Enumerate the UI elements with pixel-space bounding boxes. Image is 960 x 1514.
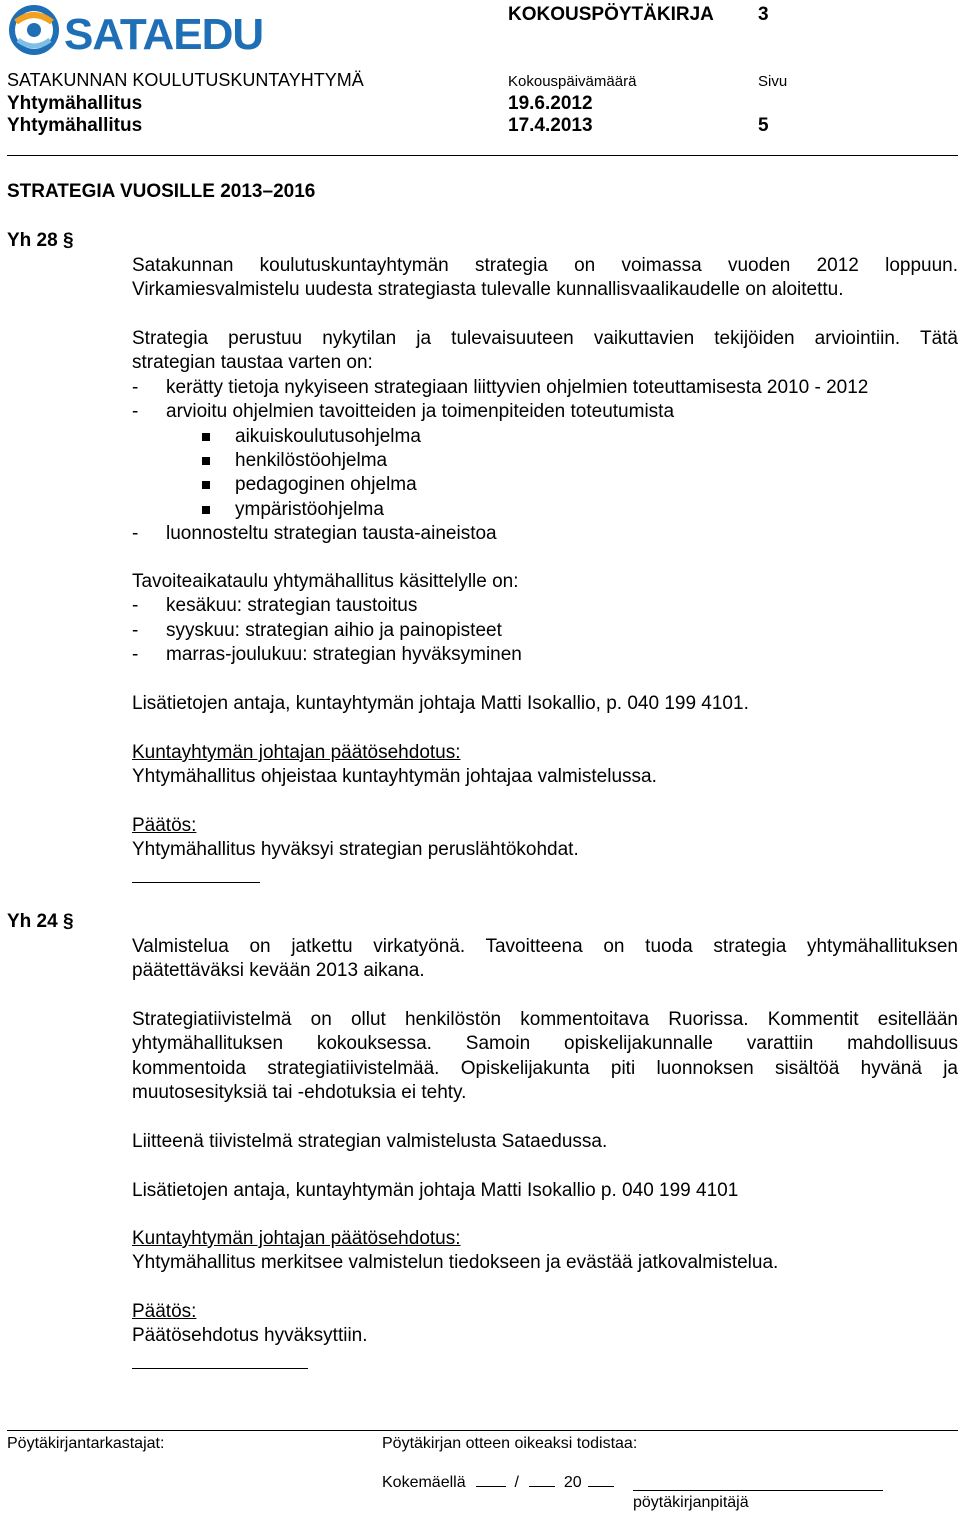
col-date-label: Kokouspäivämäärä — [508, 73, 637, 90]
certified-label: Pöytäkirjan otteen oikeaksi todistaa: — [382, 1435, 638, 1452]
decision-label: Päätös: — [132, 815, 197, 836]
section-end-rule — [132, 1368, 308, 1369]
sub-list-item: henkilöstöohjelma — [132, 449, 958, 473]
section-p2 — [132, 1008, 958, 1106]
col-page-label: Sivu — [758, 73, 788, 90]
list-item: - arvioitu ohjelmien tavoitteiden ja toimenpiteiden toteutumista — [132, 401, 675, 423]
text-line: Strategiatiivistelmä on ollut henkilöstön kommentoitava Ruorissa. Kommentit esitellään — [132, 1009, 958, 1030]
signature-line — [633, 1490, 883, 1491]
decision-text: Päätösehdotus hyväksyttiin. — [132, 1325, 368, 1347]
logo — [6, 2, 264, 62]
section-intro — [132, 254, 958, 303]
section-body — [132, 327, 958, 547]
schedule-block — [132, 570, 958, 668]
sub-list-item: ympäristöohjelma — [132, 498, 958, 522]
header-row-body: Yhtymähallitus — [7, 115, 143, 136]
proposal-text: Yhtymähallitus ohjeistaa kuntayhtymän johtajaa valmistelussa. — [132, 766, 657, 788]
doc-type: KOKOUSPÖYTÄKIRJA — [508, 4, 714, 25]
proposal-text: Yhtymähallitus merkitsee valmistelun tiedokseen ja evästää jatkovalmistelua. — [132, 1252, 779, 1274]
checkers-label: Pöytäkirjantarkastajat: — [7, 1435, 165, 1452]
proposal-label: Kuntayhtymän johtajan päätösehdotus: — [132, 742, 461, 763]
text-line: Strategia perustuu nykytilan ja tulevaisuuteen vaikuttavien tekijöiden arviointiin. Tätä — [132, 328, 958, 349]
bullet-square-icon — [202, 506, 210, 514]
section-label: Yh 28 § — [7, 230, 74, 251]
header-divider — [7, 155, 958, 156]
year: 20 — [563, 1474, 582, 1491]
attachment-line: Liitteenä tiivistelmä strategian valmistelusta Sataedussa. — [132, 1131, 608, 1152]
proposal-label: Kuntayhtymän johtajan päätösehdotus: — [132, 1228, 461, 1249]
text-line: Satakunnan koulutuskuntayhtymän strategia on voimassa vuoden 2012 loppuun. — [132, 255, 958, 276]
text-line: strategian taustaa varten on: — [132, 352, 373, 374]
text-line: Virkamiesvalmistelu uudesta strategiasta tulevalle kunnallisvaalikaudelle on aloitettu. — [132, 279, 844, 301]
header-row-page: 5 — [758, 115, 769, 136]
list-item: - luonnosteltu strategian tausta-aineistoa — [132, 523, 497, 545]
list-item: - kerätty tietoja nykyiseen strategiaan liittyvien ohjelmien toteuttamisesta 2010 - 2012 — [132, 376, 869, 398]
bullet-square-icon — [202, 481, 210, 489]
header-row-date: 17.4.2013 — [508, 115, 593, 136]
section-end-rule — [132, 882, 260, 883]
text-line: päätettäväksi kevään 2013 aikana. — [132, 960, 425, 982]
list-item: - kesäkuu: strategian taustoitus — [132, 595, 418, 617]
text-line: yhtymähallituksen kokouksessa. Samoin opiskelijakunnalle varattiin mahdollisuus — [132, 1033, 958, 1055]
page-number: 3 — [758, 4, 769, 25]
sub-list-item: pedagoginen ohjelma — [132, 473, 958, 497]
logo-text: SATAEDU — [64, 10, 264, 59]
info-line: Lisätietojen antaja, kuntayhtymän johtaja Matti Isokallio, p. 040 199 4101. — [132, 693, 749, 714]
info-line: Lisätietojen antaja, kuntayhtymän johtaja Matti Isokallio p. 040 199 4101 — [132, 1180, 739, 1201]
header-row-date: 19.6.2012 — [508, 93, 593, 114]
header-row-body: Yhtymähallitus — [7, 93, 143, 114]
place-date-line — [382, 1474, 614, 1492]
signer-label: pöytäkirjanpitäjä — [633, 1494, 749, 1511]
list-item: - marras-joulukuu: strategian hyväksyminen — [132, 644, 522, 666]
date-slash: / — [514, 1474, 519, 1491]
footer-divider — [7, 1430, 958, 1431]
section-label: Yh 24 § — [7, 911, 74, 932]
list-item: - syyskuu: strategian aihio ja painopisteet — [132, 619, 502, 641]
decision-label: Päätös: — [132, 1301, 197, 1322]
bullet-square-icon — [202, 433, 210, 441]
text-line: muutosesityksiä tai -ehdotuksia ei tehty. — [132, 1082, 467, 1104]
org-name: SATAKUNNAN KOULUTUSKUNTAYHTYMÄ — [7, 70, 364, 90]
decision-block — [132, 814, 958, 863]
bullet-square-icon — [202, 457, 210, 465]
place: Kokemäellä — [382, 1474, 466, 1491]
page-title: STRATEGIA VUOSILLE 2013–2016 — [7, 181, 316, 202]
schedule-intro: Tavoiteaikataulu yhtymähallitus käsittelylle on: — [132, 571, 519, 592]
text-line: kommentoida strategiatiivistelmää. Opiskelijakunta piti luonnoksen sisältöä hyvänä ja — [132, 1057, 958, 1079]
proposal-block — [132, 1227, 958, 1276]
proposal-block — [132, 741, 958, 790]
decision-text: Yhtymähallitus hyväksyi strategian peruslähtökohdat. — [132, 839, 579, 861]
sub-list-item: aikuiskoulutusohjelma — [132, 425, 958, 449]
section-p1 — [132, 935, 958, 984]
decision-block — [132, 1300, 958, 1349]
text-line: Valmistelua on jatkettu virkatyönä. Tavoitteena on tuoda strategia yhtymähallituksen — [132, 936, 958, 957]
